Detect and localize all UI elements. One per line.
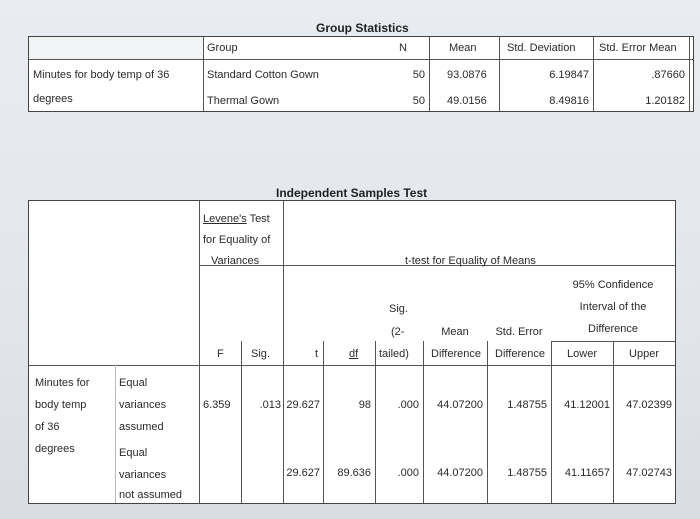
header-group: Group: [207, 42, 238, 54]
header-n: N: [399, 42, 407, 54]
row2-t: 29.627: [286, 467, 320, 479]
independent-samples-test-table: [28, 200, 676, 504]
col-mean-diff-line1: Mean: [441, 326, 469, 338]
header-std-error-mean: Std. Error Mean: [599, 42, 677, 54]
group-statistics-table: [28, 36, 694, 112]
row2-upper: 47.02743: [626, 467, 672, 479]
row1-lower: 41.12001: [564, 399, 610, 411]
col-lower: Lower: [567, 348, 597, 360]
row2-mean-diff: 44.07200: [437, 467, 483, 479]
row2-assumption-line2: variances: [119, 469, 167, 481]
ci-header-line2: Interval of the: [579, 301, 647, 313]
row1-std-err-diff: 1.48755: [507, 399, 547, 411]
row2-lower: 41.11657: [564, 467, 610, 479]
row-label-line2: degrees: [33, 93, 73, 105]
group-row-2-mean: 49.0156: [447, 95, 487, 107]
ttest-header: t-test for Equality of Means: [405, 255, 536, 267]
ist-row-label-4: degrees: [35, 443, 75, 455]
group-row-1-n: 50: [412, 69, 425, 81]
row1-f: 6.359: [203, 399, 231, 411]
group-row-2-std-error-mean: 1.20182: [645, 95, 685, 107]
row2-assumption-line3: not assumed: [119, 489, 182, 501]
group-row-1-std-deviation: 6.19847: [549, 69, 589, 81]
row1-upper: 47.02399: [626, 399, 672, 411]
col-sig2-line1: Sig.: [389, 303, 408, 315]
ci-header-line3: Difference: [588, 323, 638, 335]
levene-header-test: Test: [249, 213, 270, 225]
col-f: F: [217, 348, 224, 360]
col-std-err-diff-line1: Std. Error: [495, 326, 543, 338]
row1-df: 98: [358, 399, 371, 411]
independent-samples-test-title: Independent Samples Test: [276, 186, 428, 200]
levene-header-line3: Variances: [211, 255, 260, 267]
group-row-1-std-error-mean: .87660: [651, 69, 685, 81]
row2-std-err-diff: 1.48755: [507, 467, 547, 479]
col-mean-diff-line2: Difference: [431, 348, 481, 360]
group-row-2-std-deviation: 8.49816: [549, 95, 589, 107]
col-t: t: [315, 348, 319, 360]
group-statistics-title: Group Statistics: [316, 21, 409, 35]
levene-header-line2: for Equality of: [203, 234, 271, 246]
row1-mean-diff: 44.07200: [437, 399, 483, 411]
col-sig2-line3: tailed): [379, 348, 409, 360]
row2-assumption-line1: Equal: [119, 447, 148, 459]
col-sig2-line2: (2-: [391, 326, 405, 338]
row1-sig2: .000: [397, 399, 419, 411]
levene-header-word: Levene's: [203, 213, 247, 225]
ist-row-label-2: body temp: [35, 399, 87, 411]
header-mean: Mean: [449, 42, 477, 54]
row-label-line1: Minutes for body temp of 36: [33, 69, 170, 81]
row1-sig: .013: [259, 399, 281, 411]
row1-assumption-line2: variances: [119, 399, 167, 411]
col-std-err-diff-line2: Difference: [495, 348, 545, 360]
col-upper: Upper: [629, 348, 659, 360]
ci-header-line1: 95% Confidence: [572, 279, 654, 291]
group-row-1-mean: 93.0876: [447, 69, 487, 81]
ist-row-label-3: of 36: [35, 421, 60, 433]
row1-t: 29.627: [286, 399, 320, 411]
row1-assumption-line1: Equal: [119, 377, 148, 389]
group-row-1-group: Standard Cotton Gown: [207, 69, 319, 81]
col-df: df: [349, 348, 359, 360]
header-std-deviation: Std. Deviation: [507, 42, 576, 54]
col-sig: Sig.: [251, 348, 270, 360]
row2-df: 89.636: [337, 467, 371, 479]
row2-sig2: .000: [397, 467, 419, 479]
group-row-2-group: Thermal Gown: [207, 95, 280, 107]
ist-row-label-1: Minutes for: [35, 377, 90, 389]
row1-assumption-line3: assumed: [119, 421, 164, 433]
levene-header-line1: [203, 213, 270, 226]
group-row-2-n: 50: [412, 95, 425, 107]
